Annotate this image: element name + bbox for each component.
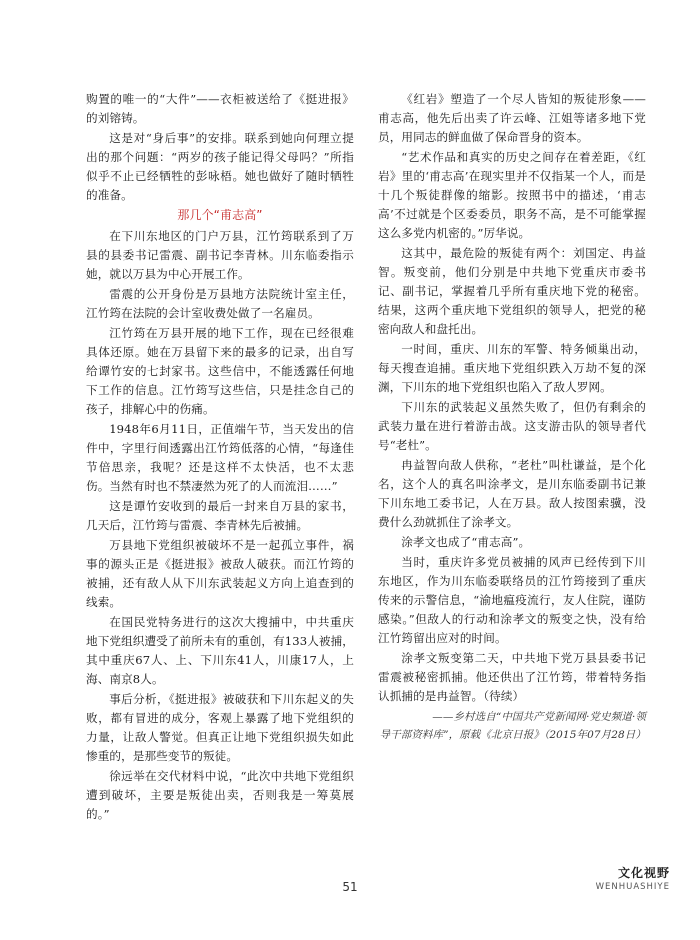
paragraph: 万县地下党组织被破坏不是一起孤立事件，祸事的源头正是《挺进报》被敌人破获。而江竹筠的被捕，还有敌人从下川东武装起义方向上追查到的线索。	[86, 538, 354, 609]
left-column	[86, 90, 354, 825]
paragraph: 下川东的武装起义虽然失败了，但仍有剩余的武装力量在进行着游击战。这支游击队的领导者代号“老杜”。	[378, 400, 646, 452]
page-number: 51	[342, 880, 358, 894]
source-citation	[378, 708, 646, 744]
paragraph: 在下川东地区的门户万县，江竹筠联系到了万县的县委书记雷震、副书记李青林。川东临委指示她，就以万县为中心开展工作。	[86, 229, 354, 281]
paragraph: 1948年6月11日，正值端午节，当天发出的信件中，字里行间透露出江竹筠低落的心情，“每逢佳节倍思亲，我呢？还是这样不太快活，也不太悲伤。当然有时也不禁凄然为死了的人而流泪……”	[86, 422, 354, 493]
brand-pinyin: WENHUASHIYE	[595, 882, 670, 892]
paragraph: 《红岩》塑造了一个尽人皆知的叛徒形象——甫志高，他先后出卖了许云峰、江姐等诸多地下党员，用同志的鲜血做了保命晋身的资本。	[378, 92, 646, 144]
paragraph: 江竹筠在万县开展的地下工作，现在已经很难具体还原。她在万县留下来的最多的记录，出自写给谭竹安的七封家书。这些信中，不能透露任何地下工作的信息。江竹筠写这些信，只是挂念自己的孩子，排解心中的伤痛。	[86, 326, 354, 416]
paragraph: 在国民党特务进行的这次大搜捕中，中共重庆地下党组织遭受了前所未有的重创，有133人被捕，其中重庆67人、上、下川东41人，川康17人，上海、南京8人。	[86, 615, 354, 686]
paragraph: 这其中，最危险的叛徒有两个：刘国定、冉益智。叛变前，他们分别是中共地下党重庆市委书记、副书记，掌握着几乎所有重庆地下党的秘密。结果，这两个重庆地下党组织的领导人，把党的秘密向敌人和盘托出。	[378, 246, 646, 336]
paragraph: 这是谭竹安收到的最后一封来自万县的家书，几天后，江竹筠与雷震、李青林先后被捕。	[86, 499, 354, 532]
paragraph: 涂孝文叛变第二天，中共地下党万县县委书记雷震被秘密抓捕。他还供出了江竹筠，带着特务指认抓捕的是冉益智。（待续）	[378, 651, 646, 703]
magazine-brand	[596, 864, 670, 892]
right-column	[378, 90, 646, 744]
paragraph: 这是对“身后事”的安排。联系到她向何理立提出的那个问题：“两岁的孩子能记得父母吗？”所指似乎不止已经牺牲的彭咏梧。她也做好了随时牺牲的准备。	[86, 131, 354, 202]
paragraph: 雷震的公开身份是万县地方法院统计室主任，江竹筠在法院的会计室收费处做了一名雇员。	[86, 287, 354, 320]
paragraph: 购置的唯一的“大件”——衣柜被送给了《挺进报》的刘镕铸。	[86, 92, 354, 125]
brand-title: 文化视野	[617, 866, 670, 880]
paragraph: 冉益智向敌人供称，“老杜”叫杜谦益，是个化名，这个人的真名叫涂孝文，是川东临委副书记兼下川东地工委书记，人在万县。敌人按图索骥，没费什么劲就抓住了涂孝文。	[378, 458, 646, 529]
paragraph: 徐远举在交代材料中说，“此次中共地下党组织遭到破坏，主要是叛徒出卖，否则我是一筹莫展的。”	[86, 769, 354, 821]
paragraph: “艺术作品和真实的历史之间存在着差距，《红岩》里的‘甫志高’在现实里并不仅指某一个人，而是十几个叛徒群像的缩影。按照书中的描述，‘甫志高’不过就是个区委委员，职务不高，是不可能掌握这么多党内机密的。”厉华说。	[378, 150, 646, 240]
source-citation-line: ——乡村选自“中国共产党新闻网·党史频道·领	[432, 711, 646, 723]
paragraph: 当时，重庆许多党员被捕的风声已经传到下川东地区，作为川东临委联络员的江竹筠接到了重庆传来的示警信息，“渝地瘟疫流行，友人住院，谨防感染。”但敌人的行动和涂孝文的叛变之快，没有给江竹筠留出应对的时间。	[378, 555, 646, 645]
paragraph: 涂孝文也成了“甫志高”。	[401, 535, 531, 549]
section-subheading: 那几个“甫志高”	[177, 208, 263, 222]
paragraph: 事后分析，《挺进报》被破获和下川东起义的失败，都有冒进的成分，客观上暴露了地下党组织的力量，让敌人警觉。但真正让地下党组织损失如此惨重的，是那些变节的叛徒。	[86, 692, 354, 763]
paragraph: 一时间，重庆、川东的军警、特务倾巢出动，每天搜查追捕。重庆地下党组织跌入万劫不复的深渊，下川东的地下党组织也陷入了敌人罗网。	[378, 342, 646, 394]
source-citation-line: 导干部资料库”，原载《北京日报》（2015年07月28日）	[379, 729, 646, 741]
